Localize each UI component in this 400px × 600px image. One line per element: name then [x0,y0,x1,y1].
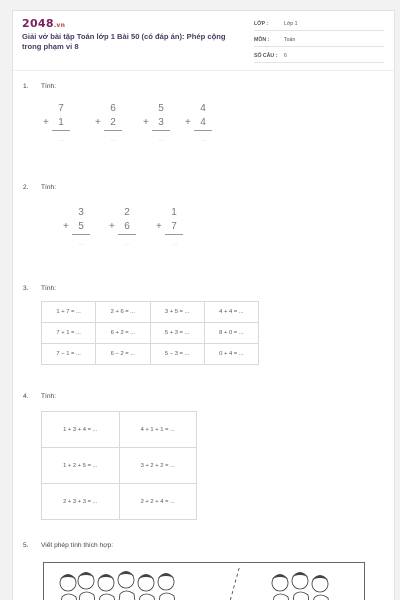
meta-value: 6 [284,52,287,59]
site-logo[interactable] [22,17,65,30]
table-row [42,344,259,365]
question-number: 3. [23,285,29,292]
meta-panel [254,17,384,65]
addend-bottom: 6 [124,221,130,232]
question-number: 1. [23,83,29,90]
table-cell[interactable]: 6 + 2 = ... [96,323,150,344]
children-drawing [44,563,366,600]
exercise-table-4 [41,411,197,520]
table-cell[interactable]: 3 + 2 + 2 = ... [119,448,197,484]
table-cell[interactable]: 5 − 3 = ... [150,344,204,365]
table-row [42,323,259,344]
answer-blank[interactable]: ... [111,137,117,143]
plus-sign: + [143,117,149,128]
addend-top: 7 [58,103,64,114]
question-text: Tính: [41,285,57,292]
answer-blank[interactable]: ... [59,137,65,143]
addend-bottom: 2 [110,117,116,128]
table-cell[interactable]: 2 + 6 = ... [96,302,150,323]
table-row [42,412,197,448]
document-title: Giải vở bài tập Toán lớp 1 Bài 50 (có đáp án): Phép cộng trong phạm vi 8 [22,32,226,51]
addend-bottom: 5 [78,221,84,232]
question-number: 2. [23,184,29,191]
table-cell[interactable]: 8 + 0 = ... [204,323,258,344]
addend-top: 3 [78,207,84,218]
sum-line [152,130,170,131]
question-text: Tính: [41,83,57,90]
table-cell[interactable]: 2 + 2 + 4 = ... [119,484,197,520]
vertical-addition [43,103,87,155]
table-cell[interactable]: 4 + 4 = ... [204,302,258,323]
logo-suffix: .vn [53,22,66,29]
addend-bottom: 3 [158,117,164,128]
table-cell[interactable]: 0 + 4 = ... [204,344,258,365]
plus-sign: + [63,221,69,232]
answer-blank[interactable]: ... [79,241,85,247]
sum-line [165,234,183,235]
addend-top: 1 [171,207,177,218]
sum-line [104,130,122,131]
question-2-label [23,184,56,191]
question-4-label [23,393,56,400]
table-cell[interactable]: 3 + 5 = ... [150,302,204,323]
meta-label: SỐ CÂU : [254,52,278,59]
plus-sign: + [109,221,115,232]
vertical-addition [63,207,107,259]
children-illustration [43,562,365,600]
addend-top: 2 [124,207,130,218]
table-row [42,302,259,323]
table-row [42,448,197,484]
table-cell[interactable]: 7 − 1 = ... [42,344,96,365]
vertical-addition [156,207,200,259]
question-number: 5. [23,542,29,549]
meta-row-subject [254,33,384,47]
worksheet-page [12,10,395,600]
table-row [42,484,197,520]
meta-label: MÔN : [254,36,270,43]
vertical-addition [143,103,187,155]
table-cell[interactable]: 1 + 7 = ... [42,302,96,323]
question-3-label [23,285,56,292]
meta-value: Lớp 1 [284,20,298,27]
addend-bottom: 1 [58,117,64,128]
question-text: Tính: [41,393,57,400]
table-cell[interactable]: 6 − 2 = ... [96,344,150,365]
answer-blank[interactable]: ... [159,137,165,143]
meta-row-class [254,17,384,31]
question-text: Tính: [41,184,57,191]
sum-line [52,130,70,131]
question-number: 4. [23,393,29,400]
sum-line [194,130,212,131]
page-header [13,11,394,71]
table-cell[interactable]: 1 + 2 + 5 = ... [42,448,120,484]
table-cell[interactable]: 7 + 1 = ... [42,323,96,344]
answer-blank[interactable]: ... [172,241,178,247]
plus-sign: + [43,117,49,128]
table-cell[interactable]: 5 + 3 = ... [150,323,204,344]
question-text: Viết phép tính thích hợp: [41,542,114,549]
addend-top: 5 [158,103,164,114]
vertical-addition [95,103,139,155]
meta-row-count [254,49,384,63]
plus-sign: + [185,117,191,128]
question-5-label [23,542,113,549]
table-cell[interactable]: 4 + 1 + 1 = ... [119,412,197,448]
exercise-table-3 [41,301,259,365]
vertical-addition [185,103,229,155]
sum-line [72,234,90,235]
table-cell[interactable]: 1 + 3 + 4 = ... [42,412,120,448]
plus-sign: + [156,221,162,232]
answer-blank[interactable]: ... [201,137,207,143]
addend-top: 4 [200,103,206,114]
question-1-label [23,83,56,90]
meta-value: Toán [284,36,296,43]
vertical-addition [109,207,153,259]
answer-blank[interactable]: ... [125,241,131,247]
sum-line [118,234,136,235]
addend-top: 6 [110,103,116,114]
plus-sign: + [95,117,101,128]
addend-bottom: 7 [171,221,177,232]
addend-bottom: 4 [200,117,206,128]
meta-label: LỚP : [254,20,269,27]
logo-text: 2048 [22,17,54,30]
table-cell[interactable]: 2 + 3 + 3 = ... [42,484,120,520]
